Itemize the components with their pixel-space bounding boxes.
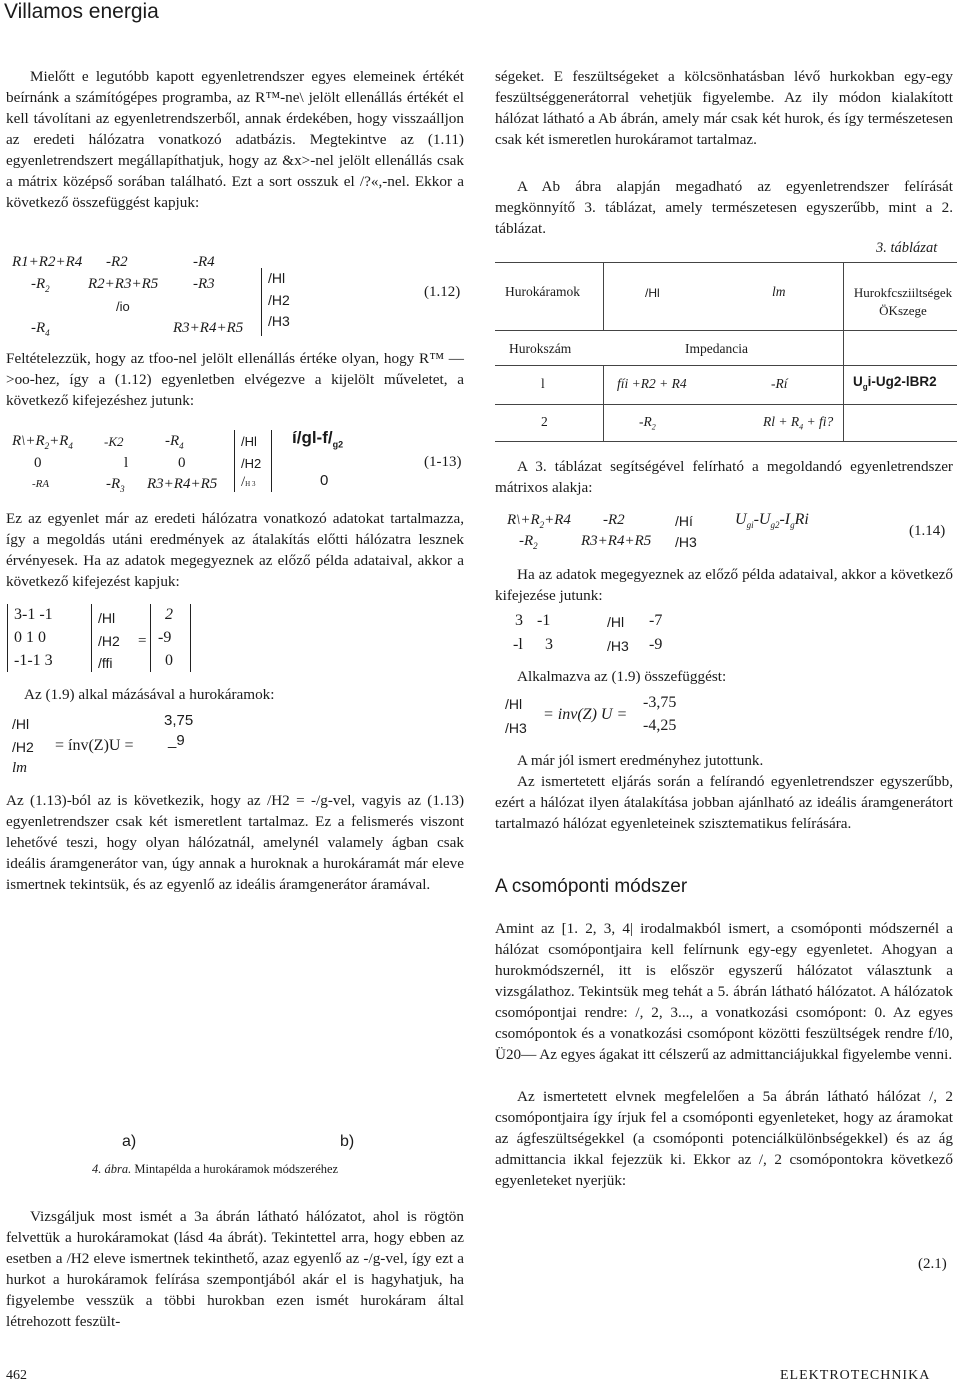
eq13-vector-bracket (234, 430, 235, 492)
eq13-rhs-2: 0 (320, 472, 329, 489)
table-vline-3 (843, 262, 844, 441)
num-m-r1: 3-1 -1 (14, 606, 53, 623)
eq12-r2c2: R2+R3+R5 (88, 276, 159, 292)
right-paragraph-2: A Ab ábra alapján megadható az egyenletrendszer felírását megkönnyítő 3. táblázat, amely természetesen egyszerűbb, mint a 2. táblázat. (495, 178, 953, 237)
table-r2-z22: $Rl + R_4$ + fi? (763, 414, 834, 432)
table-rule-4 (495, 404, 957, 405)
eq13-vector-bracket-right (271, 430, 272, 492)
res-rhs-2: _9 (168, 732, 185, 749)
res2-rhs-1: -3,75 (643, 694, 677, 711)
eq14-r1c2: -R2 (603, 512, 625, 528)
eq12-r1c2: -R2 (106, 254, 128, 270)
table-header-loop-number: Hurokszám (509, 341, 572, 356)
table-r2-num: 2 (541, 414, 548, 429)
left-paragraph-6: Vizsgáljuk most ismét a 3a ábrán látható hálózatot, ahol is rögtön felvettük a hurokáramokat (lásd 4a ábrát). Tekintettel arra, hogy ebben az esetben a /H2 eleve ismertnek tekinthető, azaz egyenlő az -/g-vel, így ezt a hurkot a hurokáramok felírása szempontjából akár el is hagyhatjuk, ha figyelembe vesszük a többi hurokban ezen ismét hurokáram által létrehozott feszült- (6, 1208, 464, 1330)
eq14-number: (1.14) (909, 523, 946, 539)
right-paragraph-5: Alkalmazva az (1.9) összefüggést: (517, 668, 727, 685)
left-paragraph-1: Mielőtt e legutóbb kapott egyenletrendszer egyes elemeinek értékét beírnánk a számítógépes programba, az R™-ne\ jelölt ellenállás értékét el kell távolítani az egyenletrendszerből, annak érdekében, hogy visszaálljon az eredeti hálózatra vonatkozó adatbázis. Megtekintve az (1.11) egyenletrendszert megállapíthatjuk, hogy az &x>-nel jelölt ellenállás csak a mátrix középső sorában található. Ezt a sort osszuk el /?«,-nel. Ekkor a következő összefüggést kapjuk: (6, 68, 464, 211)
equation-1-13 (0, 428, 480, 500)
eq12-r2c3: -R3 (193, 276, 215, 292)
table-header-i2: lm (772, 284, 786, 299)
eq13-vec-1: /Hl (241, 434, 257, 449)
figure-4-caption: 4. ábra. Mintapélda a hurokáramok módszeréhez (92, 1162, 339, 1176)
num2-r1c2: -1 (537, 612, 551, 629)
num-vec-2: /H2 (98, 633, 120, 649)
res-rhs-1: 3,75 (164, 712, 194, 729)
table-top-rule (495, 262, 957, 263)
table-rule-3 (495, 365, 957, 366)
res-vec-2: /H2 (12, 739, 34, 755)
running-header: Villamos energia (4, 0, 159, 23)
right-paragraph-3: A 3. táblázat segítségével felírható a megoldandó egyenletrendszer mátrixos alakja: (495, 458, 953, 496)
num-m-r3: -1-1 3 (14, 652, 53, 669)
num2-rhs-1: -7 (649, 612, 663, 629)
res2-rhs-2: -4,25 (643, 717, 677, 734)
eq12-vec-2: /H2 (268, 292, 290, 308)
table-r1-voltage: $U_gi-Ug2-lBR2$ (853, 374, 937, 392)
num2-rhs-2: -9 (649, 636, 663, 653)
eq13-r3c1: -RA (32, 478, 50, 490)
figure-4a-label: a) (122, 1133, 137, 1150)
left-paragraph-4: Az (1.9) alkal mázásával a hurokáramok: (24, 686, 275, 703)
eq13-r1c3: $-R_4$ (165, 433, 184, 451)
table-header-voltage-sum: Hurokfcsziiltségek ÖKszege (853, 285, 953, 318)
equation-result-right (495, 692, 795, 742)
num2-r2c2: 3 (545, 636, 553, 653)
equation-numeric-left (0, 600, 260, 680)
rhs-bracket-right (190, 604, 191, 672)
eq13-r3c2: $-R_3$ (106, 476, 125, 494)
num-vec-3: /ffi (98, 655, 113, 671)
num-rhs-2: -9 (158, 629, 172, 646)
eq13-r2c3: 0 (178, 455, 186, 471)
table-bottom-rule (495, 441, 957, 442)
table-header-impedance: Impedancia (685, 341, 748, 356)
eq14-rhs-1: $U_{gi}-U_{g2}-I_gRi$ (735, 511, 809, 531)
num-equals: = (138, 633, 147, 649)
table-header-loop-currents: Hurokáramok (505, 284, 580, 299)
eq13-r3c3: R3+R4+R5 (147, 476, 218, 492)
res2-mid: = inv(Z) U = (543, 706, 628, 723)
eq13-rhs-1: $í/gl-f/_{g2}$ (292, 428, 344, 450)
table-r2-z21: $-R_2$ (639, 414, 656, 432)
eq12-r3c3: R3+R4+R5 (173, 320, 244, 336)
eq12-vec-3: /H3 (268, 313, 290, 329)
eq14-r1c1: $R\backslash+R_2+R4$ (507, 512, 571, 530)
equation-1-14 (495, 506, 957, 558)
eq12-r1c1: R1+R2+R4 (12, 254, 83, 270)
eq14-r2c2: R3+R4+R5 (581, 533, 652, 549)
right-paragraph-6: A már jól ismert eredményhez jutottunk. (517, 752, 764, 769)
eq13-r1c1: $R\backslash+R_2+R_4$ (12, 433, 73, 451)
matrix-bracket-left (7, 604, 8, 672)
num-rhs-1: 2 (165, 606, 173, 623)
num-m-r2: 0 1 0 (14, 629, 46, 646)
page-number: 462 (6, 1368, 27, 1383)
num-rhs-3: 0 (165, 652, 173, 669)
eq13-r1c2: -K2 (104, 434, 124, 449)
eq12-r1c3: -R4 (193, 254, 215, 270)
eq13-number: (1-13) (424, 454, 462, 470)
table-r1-z11: fíi +R2 + R4 (617, 376, 687, 391)
journal-name: ELEKTROTECHNIKA (780, 1368, 931, 1383)
table-rule-2 (495, 330, 957, 331)
num-vec-1: /Hl (98, 610, 116, 626)
table-header-i1: /Hl (645, 286, 660, 300)
left-paragraph-5: Az (1.13)-ból az is következik, hogy az /H2 = -/g-vel, vagyis az (1.13) egyenletrendszer csak két ismeretlent tartalmaz. Ez a felismerés viszont lehetővé teszi, hogy olyan hálózatnál, amelynél valamely ágban csak ideális áramgenerátor van, úgy annak a huroknak a hurokáramát már eleve ismertnek tekintsük, és az egyenlő az ideális áramgenerátor áramával. (6, 792, 464, 893)
eq13-r2c2: l (124, 455, 129, 471)
table-r1-z12: -Rí (771, 376, 788, 391)
eq12-r3c1: $-R_4$ (31, 320, 50, 338)
eq14-vec-2: /H3 (675, 534, 697, 550)
table-3-title: 3. táblázat (876, 240, 938, 256)
table-r1-num: l (541, 376, 545, 391)
right-paragraph-7: Az ismertetett eljárás során a felírandó egyenletrendszer egyszerűbb, ezért a hálózat ilyen átalakítása jobban ajánlható az ideális áramgenerátort tartalmazó hálózat egyenleteinek szisztematikus felírására. (495, 773, 953, 832)
eq12-vec-1: /Hl (268, 270, 286, 286)
equation-numeric-right (495, 608, 795, 656)
num2-r2c1: -l (513, 636, 523, 653)
num2-r1c1: 3 (515, 612, 523, 629)
right-paragraph-4: Ha az adatok megegyeznek az előző példa adataival, akkor a következő kifejezése jutunk: (495, 566, 953, 604)
eq13-vec-2: /H2 (241, 456, 262, 471)
res2-vec-2: /H3 (505, 720, 527, 736)
table-vline-1b (603, 365, 604, 441)
left-paragraph-2: Feltételezzük, hogy az tfoo-nel jelölt ellenállás értéke olyan, hogy R™ —>oo-hez, így a (1.12) egyenletben elvégezve a kijelölt műveletet, a következő kifejezéshez jutunk: (6, 350, 464, 409)
eq13-r2c1: 0 (34, 455, 42, 471)
eq14-r2c1: $-R_2$ (519, 533, 538, 551)
right-paragraph-1: ségeket. E feszültségeket a kölcsönhatásban lévő hurkokban egy-egy feszültséggenerátorral vehetjük figyelembe. Az ily módon kialakított hálózat látható a Ab ábrán, amely már csak két hurok, és így természetesen csak két ismeretlen hurokáramot tartalmaz. (495, 68, 953, 148)
eq12-number: (1.12) (424, 284, 461, 300)
num2-vec-2: /H3 (607, 638, 629, 654)
figure-4b-label: b) (340, 1133, 355, 1150)
figure-4 (6, 930, 464, 1180)
eq21-number: (2.1) (918, 1256, 947, 1272)
eq12-r2-note: /io (116, 299, 130, 314)
num2-vec-1: /Hl (607, 614, 625, 630)
left-paragraph-3: Ez az egyenlet már az eredeti hálózatra vonatkozó adatokat tartalmazza, így a megoldás utáni eredmények az átalakítás előtti hálózatra lesznek érvényesek. Ha az adatok megegyeznek az előző példa adataival, akkor a következő kifejezést kapjuk: (6, 510, 464, 590)
eq14-vec-1: /Hí (675, 513, 693, 529)
right-paragraph-9: Az ismertetett elvnek megfelelően a 5a ábrán látható hálózat /, 2 csomópontjaira így írjuk fel a csomóponti egyenleteket, hogy az áramokat az ágfeszültségekkel (a csomóponti potenciálkülönbségekkel) és az ág admittancia ikkal fejezzük ki. Ekkor az /, 2 csomópontokra következő egyenleteket nyerjük: (495, 1088, 953, 1189)
vector-bracket-left (91, 604, 92, 672)
rhs-bracket-left (150, 604, 151, 672)
section-title: A csomóponti módszer (495, 876, 688, 897)
table-vline-1 (603, 262, 604, 330)
res2-vec-1: /Hl (505, 696, 523, 712)
eq12-r2c1: $-R_2$ (31, 276, 50, 294)
table-3 (495, 262, 957, 442)
right-paragraph-8: Amint az [1. 2, 3, 4| irodalmakból ismert, a csomóponti módszernél a hálózat csomópontjaira kell felírnunk egy-egy egyenletet. Ahogyan a hurokmódszernél, itt is először egyszerű hálózatot választunk a vizsgálathoz. Tekintsük meg tehát a 5. ábrán látható hálózatot. A hálózatok csomópontjai rendre: /, 2, 3..., a vonatkozási csomópont: 0. Az egyes csomópontok és a vonatkozási csomópont közötti feszültségek rendre f/l0, Ü20— Az egyes ágakat itt célszerű az admittanciájukkal figyelembe venni. (495, 920, 953, 1063)
res-mid: = ínv(Z)U = (55, 737, 134, 754)
res-vec-1: /Hl (12, 716, 30, 732)
eq13-vec-3: /H 3 (241, 474, 256, 490)
equation-result-left (0, 708, 260, 786)
res-vec-3: lm (12, 760, 27, 776)
eq12-vector-bracket (261, 268, 262, 336)
equation-1-12 (0, 250, 480, 345)
